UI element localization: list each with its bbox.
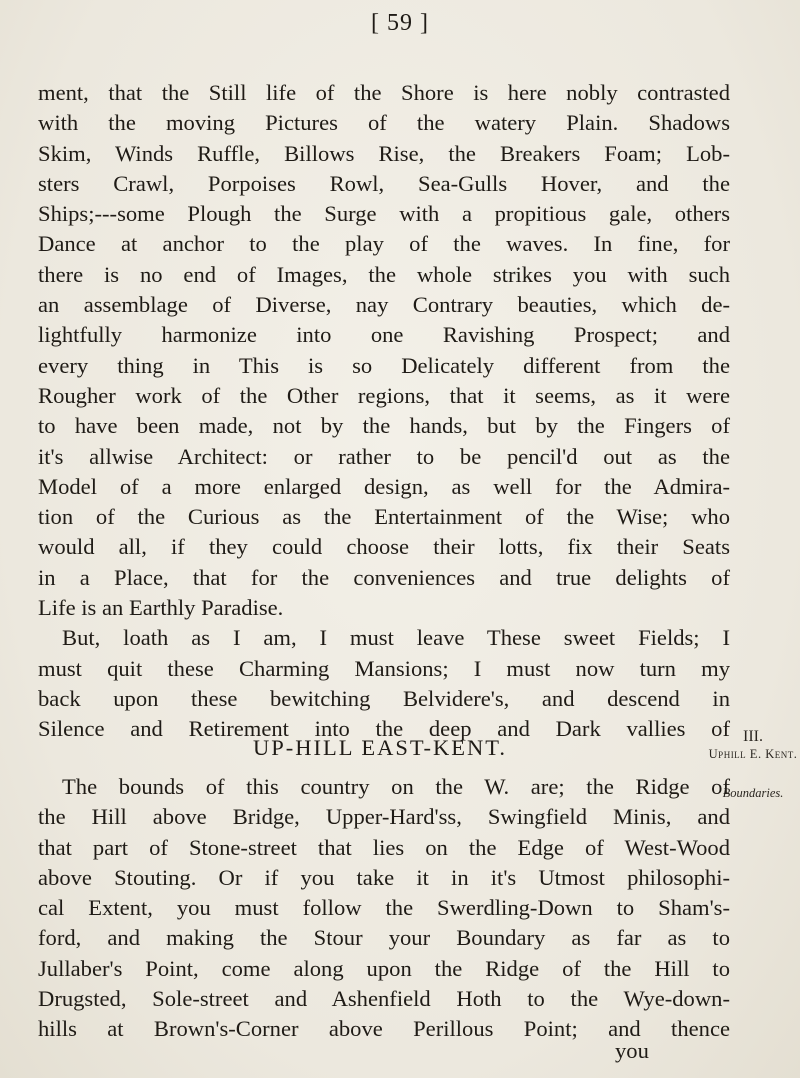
text-line: above Stouting. Or if you take it in it's Utmost philosophi- [38, 864, 730, 890]
text-line: in a Place, that for the conveniences and true delights of [38, 564, 730, 590]
text-line: The bounds of this country on the W. are; the Ridge of [62, 774, 730, 799]
text-block-lower [38, 772, 730, 1045]
text-line: must quit these Charming Mansions; I must now turn my [38, 655, 730, 681]
text-line: an assemblage of Diverse, nay Contrary beauties, which de- [38, 292, 730, 318]
text-line: Silence and Retirement into the deep and Dark vallies of [38, 716, 730, 742]
text-line: But, loath as I am, I must leave These sweet Fields; I [62, 625, 730, 651]
text-line: it's allwise Architect: or rather to be pencil'd out as the [38, 443, 730, 469]
page-number: [ 59 ] [371, 10, 429, 36]
margin-note-numeral: III. [743, 728, 763, 745]
text-line: that part of Stone-street that lies on the Edge of West-Wood [38, 834, 730, 860]
margin-note-boundaries: Boundaries. [722, 786, 784, 800]
margin-note-place: Uphill E. Kent. [708, 747, 798, 761]
text-line: lightfully harmonize into one Ravishing Prospect; and [38, 322, 730, 348]
text-line: Dance at anchor to the play of the waves. In fine, for [38, 231, 730, 257]
text-line: Model of a more enlarged design, as well for the Admira- [38, 473, 730, 499]
paragraph-1 [38, 78, 730, 623]
text-line: back upon these bewitching Belvidere's, and descend in [38, 685, 730, 711]
text-line: Drugsted, Sole-street and Ashenfield Hoth to the Wye-down- [38, 986, 730, 1012]
text-line: Jullaber's Point, come along upon the Ridge of the Hill to [38, 955, 730, 981]
text-line: ment, that the Still life of the Shore is here nobly contrasted [38, 80, 730, 105]
text-block-upper [38, 78, 730, 745]
text-line: Life is an Earthly Paradise. [38, 595, 284, 621]
text-line: Ships;---some Plough the Surge with a propitious gale, others [38, 201, 730, 227]
text-line: would all, if they could choose their lotts, fix their Seats [38, 534, 730, 560]
text-line: to have been made, not by the hands, but by the Fingers of [38, 413, 730, 439]
text-line: there is no end of Images, the whole strikes you with such [38, 261, 730, 287]
text-line: hills at Brown's-Corner above Perillous Point; and thence [38, 1016, 730, 1042]
section-heading: UP-HILL EAST-KENT. [253, 735, 507, 760]
text-line: cal Extent, you must follow the Swerdling-Down to Sham's- [38, 895, 730, 921]
text-line: Rougher work of the Other regions, that it seems, as it were [38, 382, 730, 408]
text-line: with the moving Pictures of the watery Plain. Shadows [38, 110, 730, 136]
text-line: tion of the Curious as the Entertainment of the Wise; who [38, 504, 730, 530]
text-line: every thing in This is so Delicately different from the [38, 352, 730, 378]
text-line: sters Crawl, Porpoises Rowl, Sea-Gulls Hover, and the [38, 170, 730, 196]
paragraph-2 [38, 623, 730, 744]
catchword: you [615, 1038, 649, 1063]
text-line: Skim, Winds Ruffle, Billows Rise, the Breakers Foam; Lob- [38, 140, 730, 166]
text-line: ford, and making the Stour your Boundary as far as to [38, 925, 730, 951]
paragraph-3 [38, 772, 730, 1045]
text-line: the Hill above Bridge, Upper-Hard'ss, Swingfield Minis, and [38, 804, 730, 830]
